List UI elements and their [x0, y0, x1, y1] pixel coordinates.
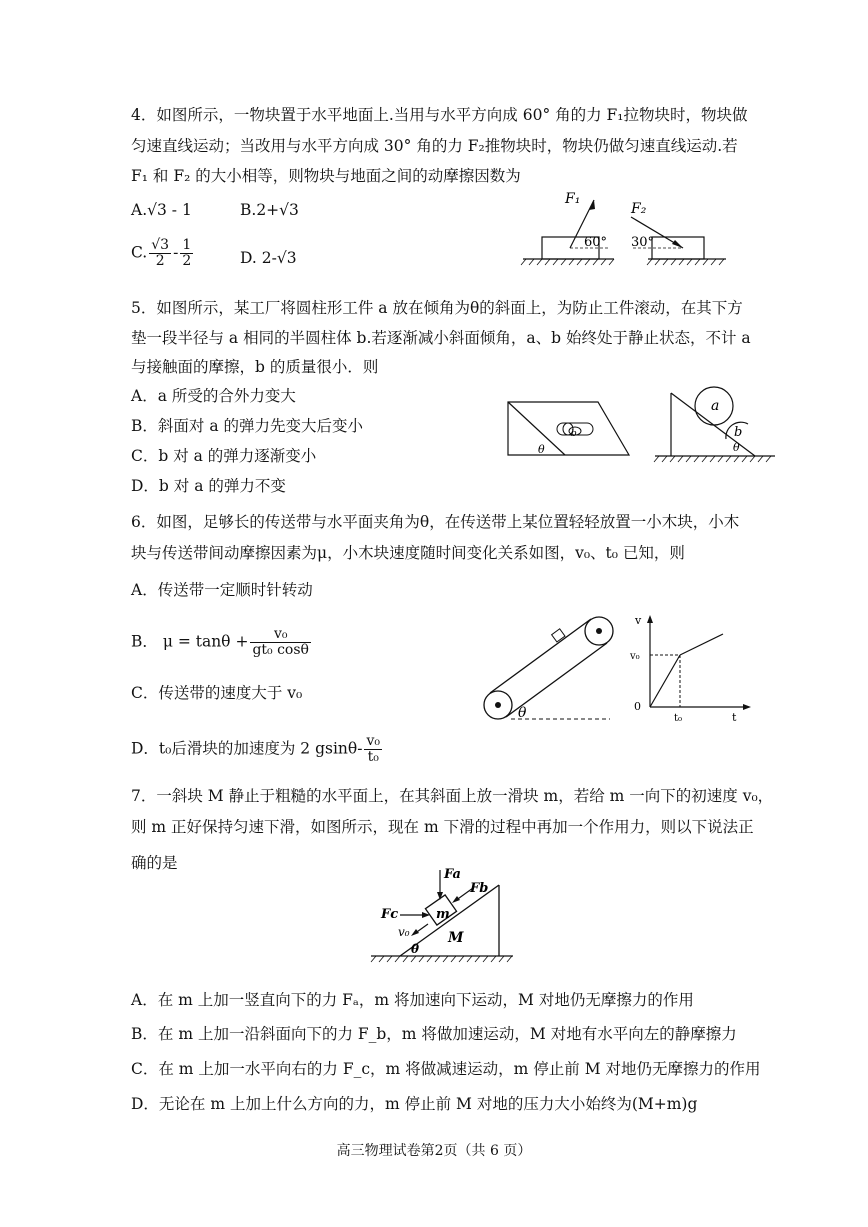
q6-vt-graph — [628, 612, 758, 724]
q7-figure — [368, 862, 516, 967]
q5-a-label: a — [711, 398, 720, 414]
q4-line3: F₁ 和 F₂ 的大小相等，则物块与地面之间的动摩擦因数为 — [131, 167, 521, 185]
q6-t0-tick: t₀ — [674, 713, 683, 724]
q7-line2: 则 m 正好保持匀速下滑，如图所示，现在 m 下滑的过程中再加一个作用力，则以下说法正 — [131, 818, 754, 836]
q6-v0-tick: v₀ — [630, 651, 640, 662]
q4-f2-label: F₂ — [631, 201, 647, 217]
q5-b-label: b — [734, 425, 743, 440]
q6-d-prefix: D．t₀后滑块的加速度为 2 gsinθ- — [131, 739, 363, 758]
q6-conveyor-figure — [475, 605, 615, 725]
q7-fb-label: Fb — [470, 881, 489, 896]
q4-option-c — [131, 238, 195, 269]
q5-option-a: A．a 所受的合外力变大 — [131, 387, 296, 405]
q7-option-b: B．在 m 上加一沿斜面向下的力 F_b，m 将做加速运动，M 对地有水平向左的静摩擦力 — [131, 1025, 737, 1043]
q6-line2: 块与传送带间动摩擦因素为μ，小木块速度随时间变化关系如图，v₀、t₀ 已知，则 — [131, 544, 685, 562]
q4-figure — [518, 188, 730, 268]
q4-60-label: 60° — [584, 235, 608, 250]
q6-v-axis: v — [635, 614, 642, 627]
q7-line3: 确的是 — [131, 854, 178, 872]
q5-line1: 5．如图所示，某工厂将圆柱形工件 a 放在倾角为θ的斜面上，为防止工件滚动，在其下方 — [131, 299, 743, 317]
q5-figure — [505, 375, 790, 465]
q7-option-d: D．无论在 m 上加上什么方向的力，m 停止前 M 对地的压力大小始终为(M+m)g — [131, 1095, 698, 1113]
q7-option-a: A．在 m 上加一竖直向下的力 Fₐ，m 将加速向下运动，M 对地仍无摩擦力的作用 — [131, 991, 694, 1009]
q5-option-d: D．b 对 a 的弹力不变 — [131, 477, 286, 495]
q6-line1: 6．如图，足够长的传送带与水平面夹角为θ，在传送带上某位置轻轻放置一小木块，小木 — [131, 513, 740, 531]
q7-m-label: m — [436, 907, 450, 922]
q4-option-a: A.√3 - 1 — [131, 201, 192, 219]
q4-c-d2: 2 — [182, 253, 192, 269]
q4-c-n2: 1 — [182, 237, 192, 253]
q5-option-b: B．斜面对 a 的弹力先变大后变小 — [131, 417, 363, 435]
q6-origin: 0 — [634, 700, 641, 713]
q6-option-d — [131, 734, 384, 765]
q6-d-frac — [364, 734, 382, 765]
q6-b-prefix: B． μ = tanθ + — [131, 632, 249, 651]
q4-c-d1: 2 — [155, 253, 165, 269]
q6-b-num: v₀ — [250, 627, 311, 643]
q4-30-label: 30° — [631, 235, 655, 250]
q7-theta-label: θ — [411, 942, 420, 956]
q5-theta-label-right: θ — [733, 441, 740, 454]
q7-fa-label: Fa — [444, 867, 461, 882]
q4-option-d: D. 2-√3 — [240, 249, 297, 267]
q4-option-c-prefix: C. — [131, 243, 148, 262]
q4-c-minus: - — [173, 243, 179, 262]
q6-b-den: gt₀ cosθ — [252, 642, 309, 658]
q5-line3: 与接触面的摩擦，b 的质量很小．则 — [131, 358, 379, 376]
q6-d-num: v₀ — [366, 733, 381, 749]
q6-b-frac — [250, 627, 311, 658]
q6-option-b — [131, 627, 313, 658]
q7-M-label: M — [448, 930, 464, 946]
q5-line2: 垫一段半径与 a 相同的半圆柱体 b.若逐渐减小斜面倾角，a、b 始终处于静止状态，不计 a — [131, 329, 751, 347]
q7-option-c: C．在 m 上加一水平向右的力 F_c，m 将做减速运动，m 停止前 M 对地仍无摩擦力的作用 — [131, 1060, 761, 1078]
page-footer: 高三物理试卷第2页（共 6 页） — [336, 1143, 532, 1159]
q7-fc-label: Fc — [381, 907, 399, 922]
svg-text:b: b — [571, 429, 577, 439]
q6-t-axis: t — [732, 711, 737, 724]
q6-option-a: A．传送带一定顺时针转动 — [131, 581, 313, 599]
q5-option-c: C．b 对 a 的弹力逐渐变小 — [131, 447, 317, 465]
q4-option-b: B.2+√3 — [240, 201, 299, 219]
q4-f1-label: F₁ — [565, 191, 581, 207]
q4-c-n1: √3 — [151, 237, 170, 253]
q4-option-c-frac1 — [149, 238, 171, 269]
q4-option-c-frac2 — [180, 238, 193, 269]
q6-theta-label: θ — [518, 705, 527, 721]
q6-d-den: t₀ — [367, 749, 379, 765]
q7-line1: 7．一斜块 M 静止于粗糙的水平面上，在其斜面上放一滑块 m，若给 m 一向下的初速度 v₀， — [131, 787, 774, 805]
q7-v0-label: v₀ — [398, 925, 410, 939]
q6-option-c: C．传送带的速度大于 v₀ — [131, 684, 303, 702]
q4-line2: 匀速直线运动；当改用与水平方向成 30° 角的力 F₂推物块时，物块仍做匀速直线运动.若 — [131, 137, 738, 155]
q4-line1: 4．如图所示，一物块置于水平地面上.当用与水平方向成 60° 角的力 F₁拉物块时，物块做 — [131, 106, 748, 124]
q5-theta-label-left: θ — [538, 443, 545, 456]
